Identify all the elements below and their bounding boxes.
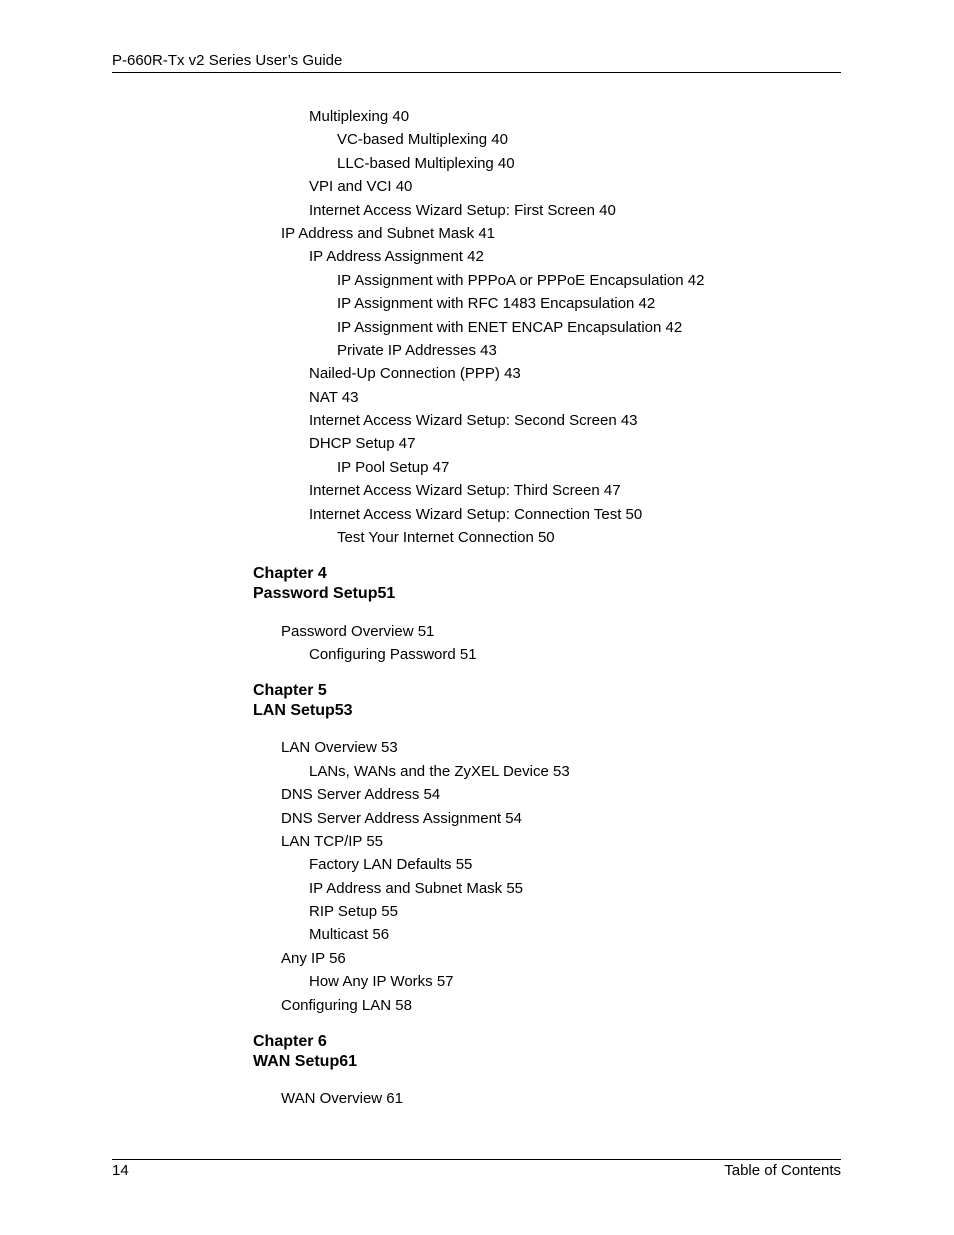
toc-entry[interactable]: Factory LAN Defaults 55: [309, 856, 473, 873]
toc-entry[interactable]: Internet Access Wizard Setup: Second Screen 43: [309, 412, 638, 429]
toc-entry[interactable]: IP Assignment with RFC 1483 Encapsulation 42: [337, 295, 656, 312]
toc-entry[interactable]: LAN TCP/IP 55: [281, 833, 383, 850]
toc-entry[interactable]: Internet Access Wizard Setup: First Screen 40: [309, 202, 616, 219]
toc-entry[interactable]: Internet Access Wizard Setup: Connection Test 50: [309, 506, 643, 523]
toc-entry[interactable]: Password Overview 51: [281, 623, 435, 640]
toc-entry[interactable]: DNS Server Address 54: [281, 786, 441, 803]
toc-entry[interactable]: Multiplexing 40: [309, 108, 410, 125]
toc-entry[interactable]: LAN Overview 53: [281, 739, 398, 756]
chapter-4-label: Chapter 4: [253, 565, 327, 582]
chapter-5-label: Chapter 5: [253, 682, 327, 699]
toc-entry[interactable]: DNS Server Address Assignment 54: [281, 810, 522, 827]
toc-entry[interactable]: VC-based Multiplexing 40: [337, 131, 508, 148]
toc-entry[interactable]: NAT 43: [309, 389, 359, 406]
toc-entry[interactable]: IP Pool Setup 47: [337, 459, 450, 476]
toc-entry[interactable]: Any IP 56: [281, 950, 346, 967]
toc-entry[interactable]: LANs, WANs and the ZyXEL Device 53: [309, 763, 570, 780]
toc-entry[interactable]: IP Address and Subnet Mask 41: [281, 225, 496, 242]
running-header: P-660R-Tx v2 Series User’s Guide: [112, 52, 343, 69]
toc-entry[interactable]: RIP Setup 55: [309, 903, 398, 920]
toc-entry[interactable]: WAN Overview 61: [281, 1090, 403, 1107]
toc-entry[interactable]: IP Assignment with PPPoA or PPPoE Encapsulation 42: [337, 272, 705, 289]
chapter-6-label: Chapter 6: [253, 1033, 327, 1050]
toc-entry[interactable]: IP Assignment with ENET ENCAP Encapsulation 42: [337, 319, 683, 336]
chapter-4-title[interactable]: Password Setup51: [253, 585, 396, 602]
toc-entry[interactable]: Private IP Addresses 43: [337, 342, 497, 359]
chapter-6-title[interactable]: WAN Setup61: [253, 1053, 358, 1070]
footer-rule: [112, 1159, 841, 1160]
toc-entry[interactable]: IP Address Assignment 42: [309, 248, 484, 265]
toc-entry[interactable]: Configuring LAN 58: [281, 997, 412, 1014]
toc-entry[interactable]: IP Address and Subnet Mask 55: [309, 880, 524, 897]
toc-entry[interactable]: Multicast 56: [309, 926, 390, 943]
toc-entry[interactable]: Configuring Password 51: [309, 646, 477, 663]
chapter-5-title[interactable]: LAN Setup53: [253, 702, 353, 719]
toc-entry[interactable]: Test Your Internet Connection 50: [337, 529, 555, 546]
toc-entry[interactable]: Nailed-Up Connection (PPP) 43: [309, 365, 521, 382]
toc-entry[interactable]: LLC-based Multiplexing 40: [337, 155, 515, 172]
page-number: 14: [112, 1162, 129, 1179]
footer-section-title: Table of Contents: [724, 1162, 841, 1179]
toc-entry[interactable]: VPI and VCI 40: [309, 178, 413, 195]
toc-entry[interactable]: How Any IP Works 57: [309, 973, 454, 990]
toc-entry[interactable]: DHCP Setup 47: [309, 435, 416, 452]
toc-entry[interactable]: Internet Access Wizard Setup: Third Screen 47: [309, 482, 621, 499]
